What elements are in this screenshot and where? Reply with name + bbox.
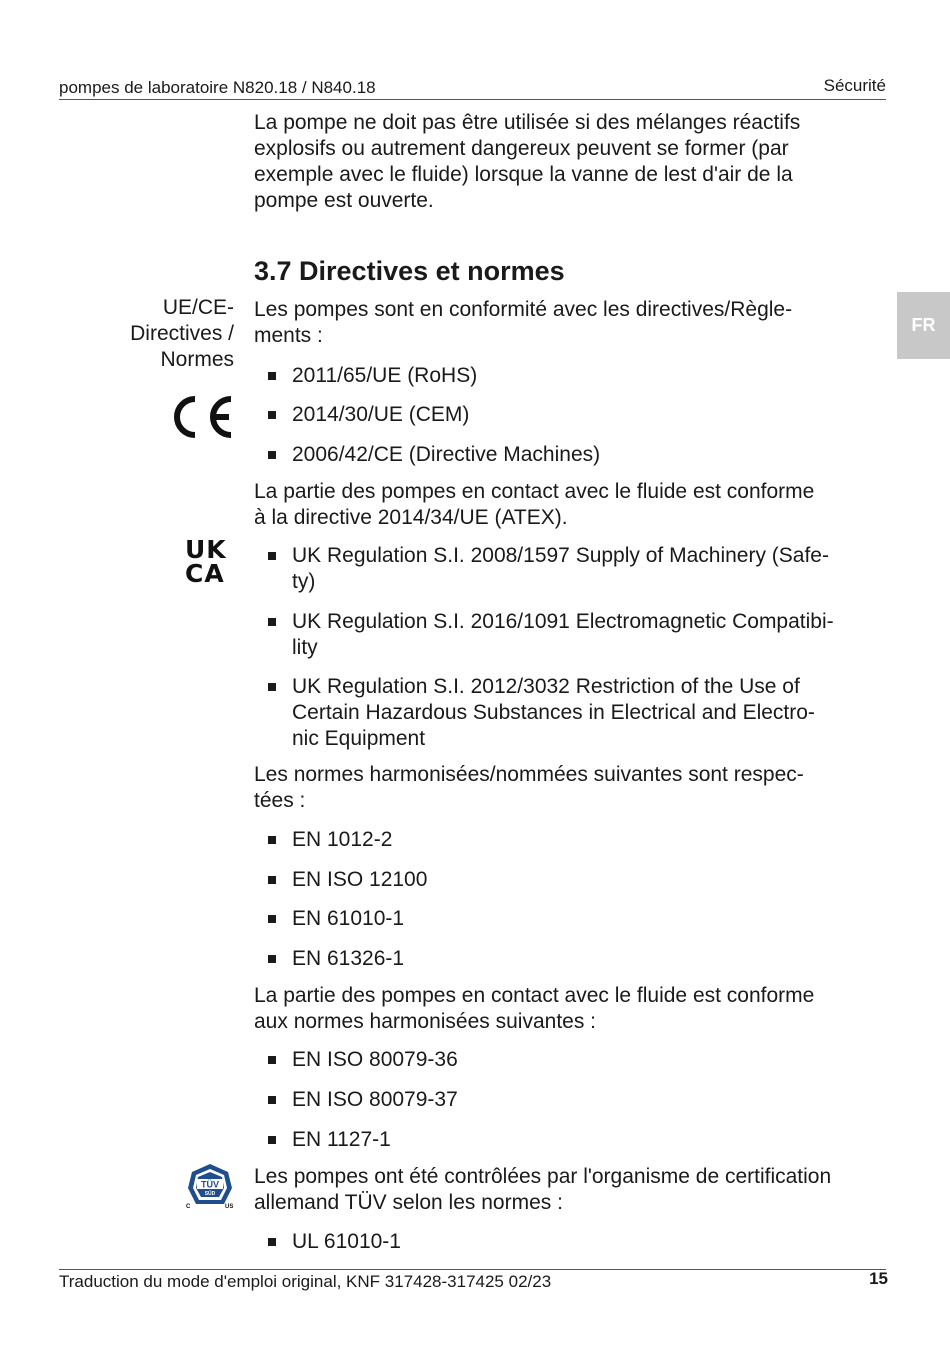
list-item: EN 1012-2 — [268, 827, 868, 853]
svg-text:US: US — [225, 1204, 234, 1210]
atex-paragraph — [254, 479, 879, 531]
text-line: pompe est ouverte. — [254, 189, 434, 212]
list-item: EN 61010-1 — [268, 906, 868, 932]
bullet-icon — [268, 411, 276, 419]
list-item: 2011/65/UE (RoHS) — [268, 363, 868, 389]
footer-text: Traduction du mode d'emploi original, KNF 317428-317425 02/23 — [59, 1272, 552, 1291]
list-item: UK Regulation S.I. 2012/3032 Restriction of the Use of Certain Hazardous Substances in Electrical and Electro- nic Equipment — [268, 674, 868, 752]
directives-paragraph — [254, 297, 879, 349]
text-line: Les normes harmonisées/nommées suivantes sont respec- — [254, 763, 804, 786]
list-item: EN 1127-1 — [268, 1127, 868, 1153]
bullet-icon — [268, 618, 276, 626]
list-item: EN ISO 80079-37 — [268, 1087, 868, 1113]
text-line: tées : — [254, 789, 306, 812]
svg-text:C: C — [186, 1204, 191, 1210]
text-line: à la directive 2014/34/UE (ATEX). — [254, 506, 568, 529]
bullet-icon — [268, 836, 276, 844]
list-item: EN 61326-1 — [268, 946, 868, 972]
list-item: UL 61010-1 — [268, 1229, 868, 1255]
bullet-icon — [268, 451, 276, 459]
svg-text:TÜV: TÜV — [201, 1179, 219, 1190]
side-label — [74, 295, 234, 373]
section-title: 3.7 Directives et normes — [254, 256, 565, 286]
text-line: allemand TÜV selon les normes : — [254, 1191, 563, 1214]
text-line: ments : — [254, 324, 323, 347]
ukca-mark-icon: UK CA — [185, 535, 227, 588]
list-item: EN ISO 80079-36 — [268, 1047, 868, 1073]
page-number: 15 — [869, 1269, 888, 1288]
list-item: UK Regulation S.I. 2008/1597 Supply of Machinery (Safe- ty) — [268, 543, 868, 595]
bullet-icon — [268, 1136, 276, 1144]
list-item: 2006/42/CE (Directive Machines) — [268, 442, 868, 468]
list-item: 2014/30/UE (CEM) — [268, 402, 868, 428]
bullet-icon — [268, 955, 276, 963]
bullet-icon — [268, 683, 276, 691]
side-label-line: Directives / — [130, 322, 234, 345]
fluid-standards-paragraph — [254, 983, 879, 1035]
svg-text:SÜD: SÜD — [204, 1191, 216, 1197]
bullet-icon — [268, 915, 276, 923]
bullet-icon — [268, 876, 276, 884]
header-title: pompes de laboratoire N820.18 / N840.18 — [59, 78, 376, 97]
text-line: exemple avec le fluide) lorsque la vanne de lest d'air de la — [254, 163, 793, 186]
text-line: explosifs ou autrement dangereux peuvent se former (par — [254, 137, 789, 160]
text-line: aux normes harmonisées suivantes : — [254, 1010, 596, 1033]
ce-mark-icon — [165, 393, 237, 441]
header-divider — [59, 99, 886, 100]
list-item: EN ISO 12100 — [268, 867, 868, 893]
bullet-icon — [268, 1056, 276, 1064]
bullet-icon — [268, 372, 276, 380]
side-label-line: UE/CE- — [162, 296, 234, 319]
text-line: Les pompes ont été contrôlées par l'organisme de certification — [254, 1165, 832, 1188]
footer-divider — [59, 1269, 886, 1270]
language-tab: FR — [897, 292, 950, 359]
text-line: Les pompes sont en conformité avec les directives/Règle- — [254, 298, 793, 321]
text-line: La pompe ne doit pas être utilisée si des mélanges réactifs — [254, 111, 801, 134]
bullet-icon — [268, 552, 276, 560]
side-label-line: Normes — [160, 348, 234, 371]
header-section: Sécurité — [823, 76, 886, 95]
tuv-paragraph — [254, 1164, 894, 1216]
harmonised-paragraph — [254, 762, 879, 814]
bullet-icon — [268, 1096, 276, 1104]
bullet-icon — [268, 1238, 276, 1246]
tuv-sud-mark-icon — [184, 1162, 236, 1210]
text-line: La partie des pompes en contact avec le fluide est conforme — [254, 984, 815, 1007]
list-item: UK Regulation S.I. 2016/1091 Electromagnetic Compatibi- lity — [268, 609, 868, 661]
intro-paragraph — [254, 110, 879, 214]
text-line: La partie des pompes en contact avec le fluide est conforme — [254, 480, 815, 503]
